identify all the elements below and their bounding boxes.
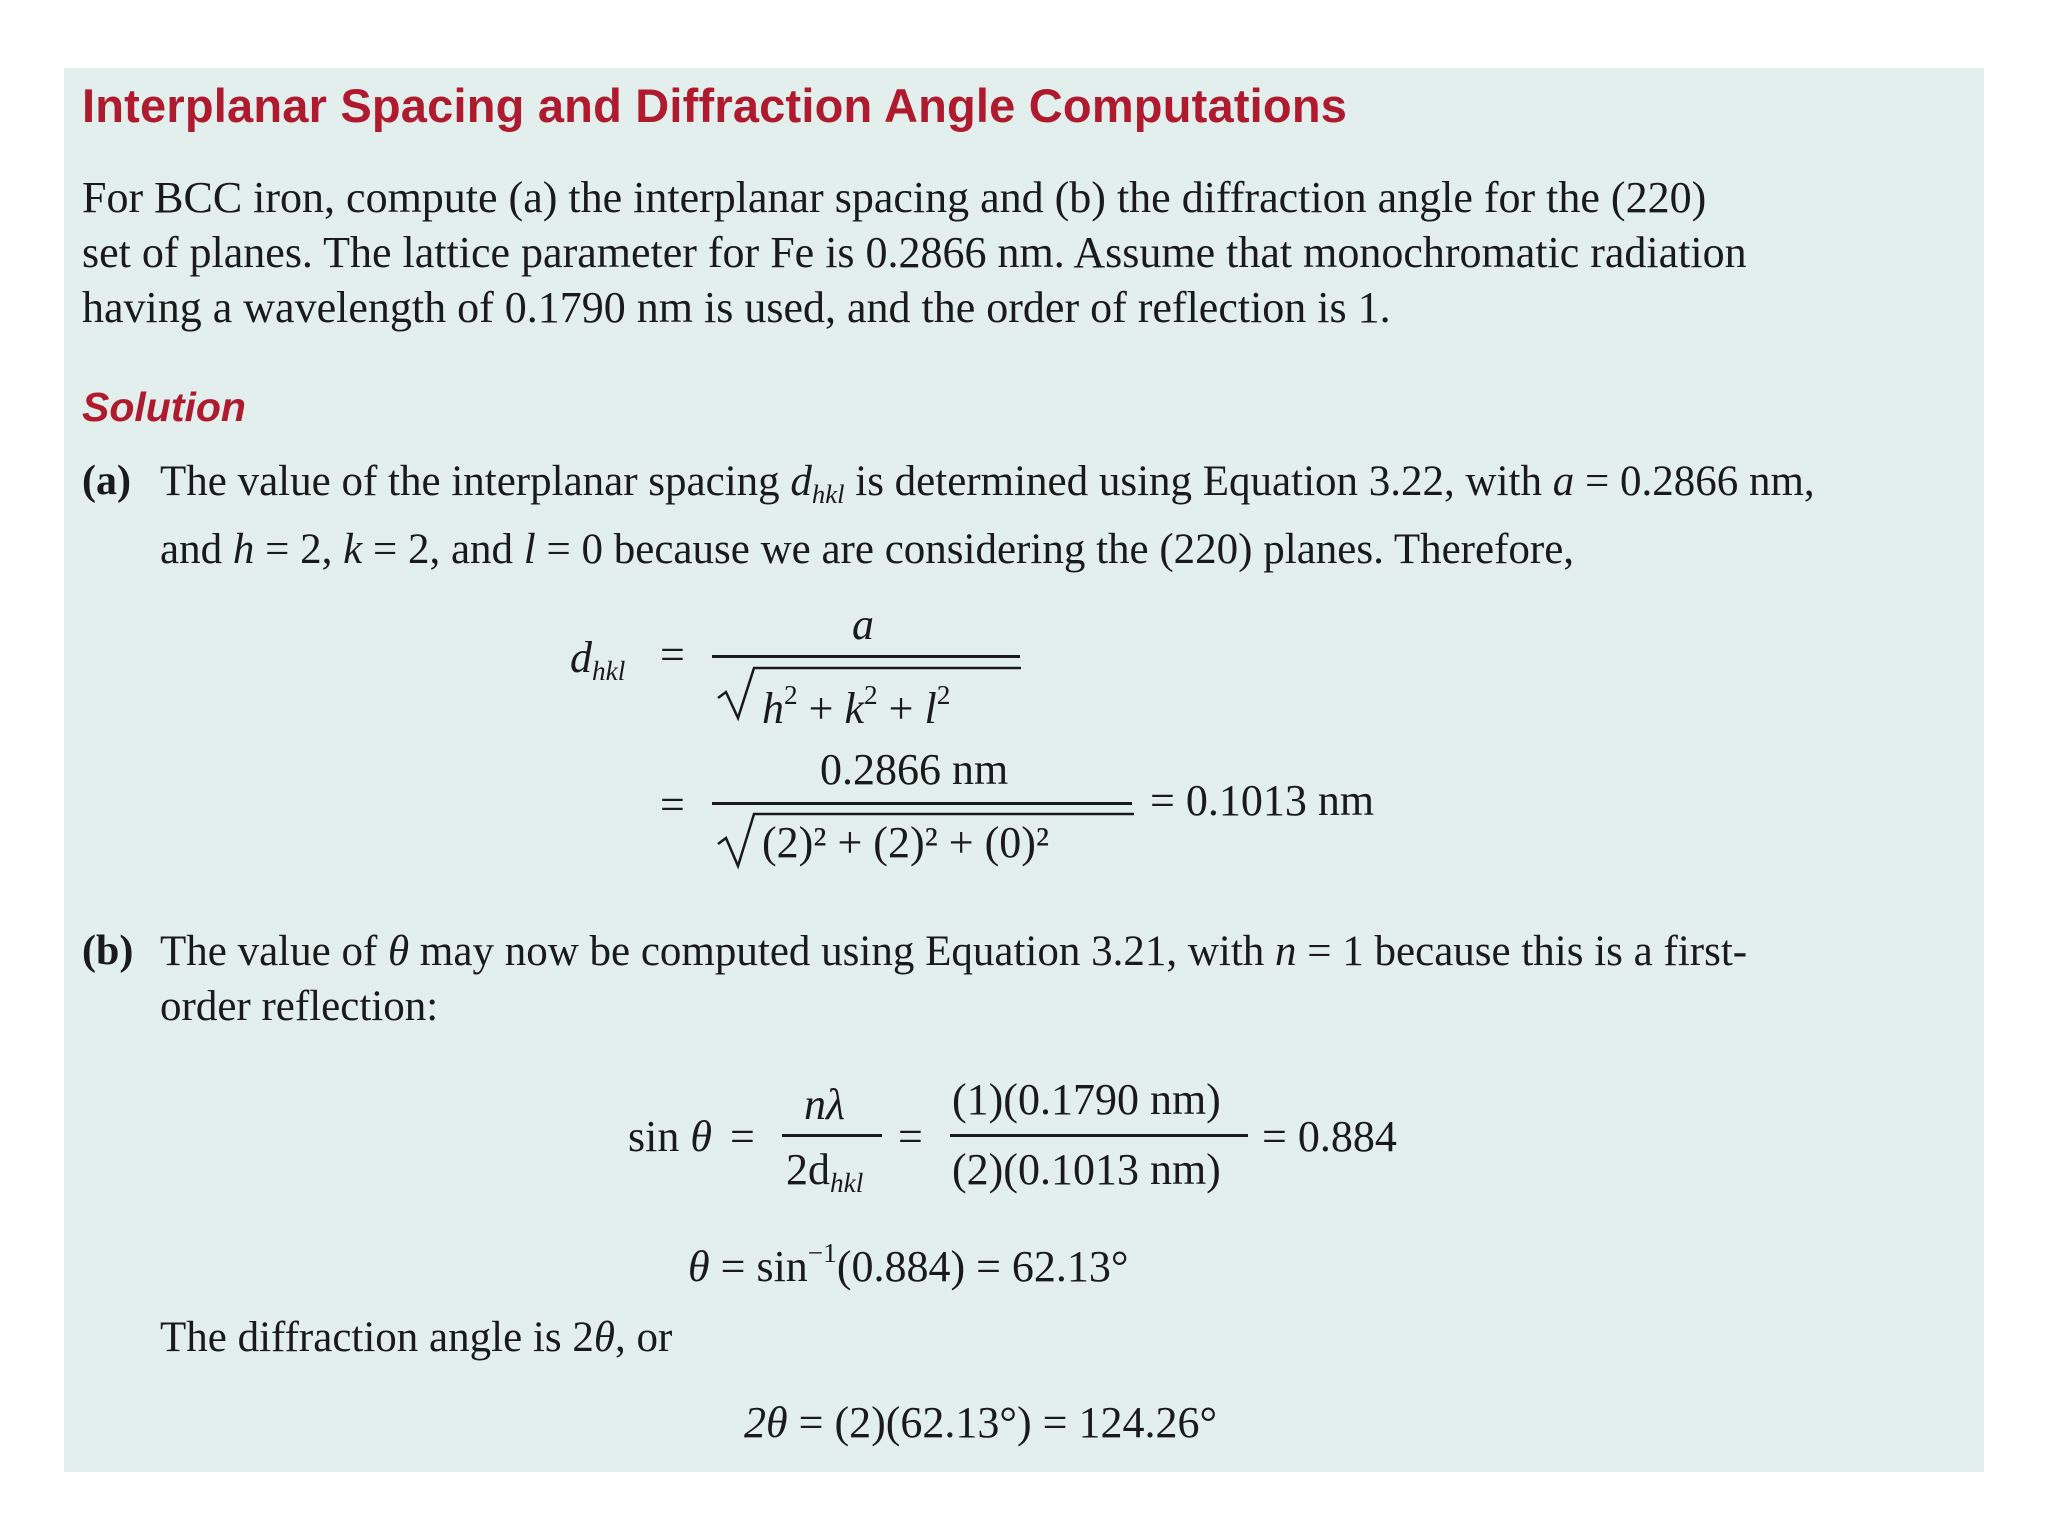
eq-a-fraction-bar: [712, 655, 1020, 658]
example-title: Interplanar Spacing and Diffraction Angle Computations: [82, 79, 1348, 132]
part-a-line-2: and h = 2, k = 2, and l = 0 because we are considering the (220) planes. Therefore,: [160, 525, 1575, 573]
eq-b-lhs: sin θ: [628, 1112, 712, 1161]
part-b-line-1: The value of θ may now be computed using Equation 3.21, with n = 1 because this is a first-: [160, 928, 1748, 975]
eq-b-frac1-numerator: nλ: [804, 1080, 846, 1129]
solution-heading: Solution: [82, 384, 246, 430]
eq-b-frac1-denominator: 2dhkl: [786, 1145, 864, 1199]
part-b-label: (b): [82, 928, 134, 974]
final-equation: 2θ = (2)(62.13°) = 124.26°: [744, 1398, 1218, 1447]
eq-a-equals-2: =: [660, 780, 685, 829]
part-a-label: (a): [82, 458, 131, 504]
eq-b-equals-2: =: [898, 1112, 923, 1161]
eq-a-result: = 0.1013 nm: [1150, 776, 1375, 825]
eq-a-equals-1: =: [660, 630, 685, 679]
eq-b-result: = 0.884: [1262, 1112, 1397, 1161]
conclusion-text: The diffraction angle is 2θ, or: [160, 1314, 673, 1361]
part-a-text: [160, 454, 1815, 577]
problem-statement: [82, 170, 1747, 335]
problem-line: having a wavelength of 0.1790 nm is used, and the order of reflection is 1.: [82, 283, 1391, 332]
eq-b-frac2-denominator: (2)(0.1013 nm): [952, 1145, 1221, 1194]
eq-b-frac1-bar: [782, 1134, 882, 1137]
part-b-text: [160, 924, 1747, 1034]
problem-line: set of planes. The lattice parameter for Fe is 0.2866 nm. Assume that monochromatic radiation: [82, 228, 1747, 277]
eq-b-equals-1: =: [730, 1112, 755, 1161]
part-a-line-1: The value of the interplanar spacing dhkl is determined using Equation 3.22, with a = 0.2866 nm,: [160, 458, 1815, 509]
part-b-line-2: order reflection:: [160, 983, 439, 1030]
eq-b-line-2: $\theta = \sin^{-1}(0.884) = 62.13^\circ$: [688, 1238, 1129, 1292]
eq-a-numerator-2: 0.2866 nm: [820, 745, 1009, 794]
eq-a-lhs: dhkl: [570, 633, 626, 687]
problem-line: For BCC iron, compute (a) the interplanar spacing and (b) the diffraction angle for the (220): [82, 173, 1707, 222]
eq-b-frac2-bar: [950, 1134, 1248, 1137]
eq-b-frac2-numerator: (1)(0.1790 nm): [952, 1075, 1221, 1124]
eq-a-numerator: a: [852, 600, 874, 649]
eq-a-denominator: $h^2 + k^2 + l^2$: [762, 680, 951, 734]
eq-a-fraction-bar-2: [712, 802, 1132, 805]
eq-a-denominator-2: (2)² + (2)² + (0)²: [762, 818, 1050, 867]
